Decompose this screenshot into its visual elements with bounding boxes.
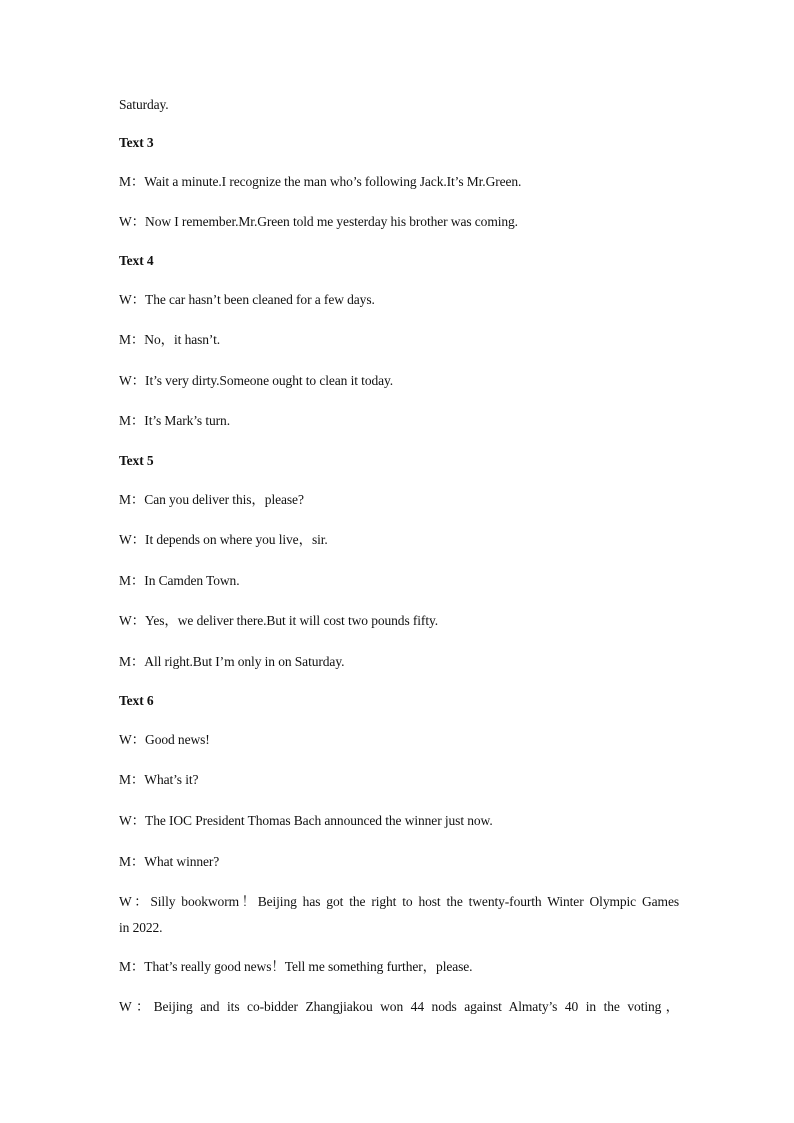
dialogue-line: M：Wait a minute.I recognize the man who’s following Jack.It’s Mr.Green.	[119, 174, 522, 189]
dialogue-line: W：The car hasn’t been cleaned for a few days.	[119, 292, 375, 307]
dialogue-line: W：It depends on where you live，sir.	[119, 532, 328, 547]
dialogue-line: M：No，it hasn’t.	[119, 332, 221, 347]
dialogue-line: M：What’s it?	[119, 772, 199, 787]
dialogue-line-continuation: in 2022.	[119, 920, 163, 935]
dialogue-line: M：All right.But I’m only in on Saturday.	[119, 654, 345, 669]
dialogue-line: W：Beijing and its co-bidder Zhangjiakou won 44 nods against Almaty’s 40 in the voting，	[119, 999, 679, 1014]
dialogue-line: W：The IOC President Thomas Bach announced the winner just now.	[119, 813, 493, 828]
dialogue-line: W：Silly bookworm！Beijing has got the right to host the twenty-fourth Winter Olympic Games	[119, 894, 679, 909]
dialogue-line: W：It’s very dirty.Someone ought to clean it today.	[119, 373, 394, 388]
text-line: Saturday.	[119, 97, 169, 112]
dialogue-line: M：That’s really good news！Tell me something further，please.	[119, 959, 473, 974]
section-heading-text-6: Text 6	[119, 693, 154, 708]
dialogue-line: W：Good news!	[119, 732, 210, 747]
dialogue-line: M：It’s Mark’s turn.	[119, 413, 230, 428]
section-heading-text-3: Text 3	[119, 135, 154, 150]
dialogue-line: M：Can you deliver this，please?	[119, 492, 304, 507]
section-heading-text-4: Text 4	[119, 253, 154, 268]
section-heading-text-5: Text 5	[119, 453, 154, 468]
dialogue-line: M：What winner?	[119, 854, 220, 869]
dialogue-line: W：Now I remember.Mr.Green told me yesterday his brother was coming.	[119, 214, 518, 229]
dialogue-line: M：In Camden Town.	[119, 573, 240, 588]
dialogue-line: W：Yes，we deliver there.But it will cost two pounds fifty.	[119, 613, 439, 628]
